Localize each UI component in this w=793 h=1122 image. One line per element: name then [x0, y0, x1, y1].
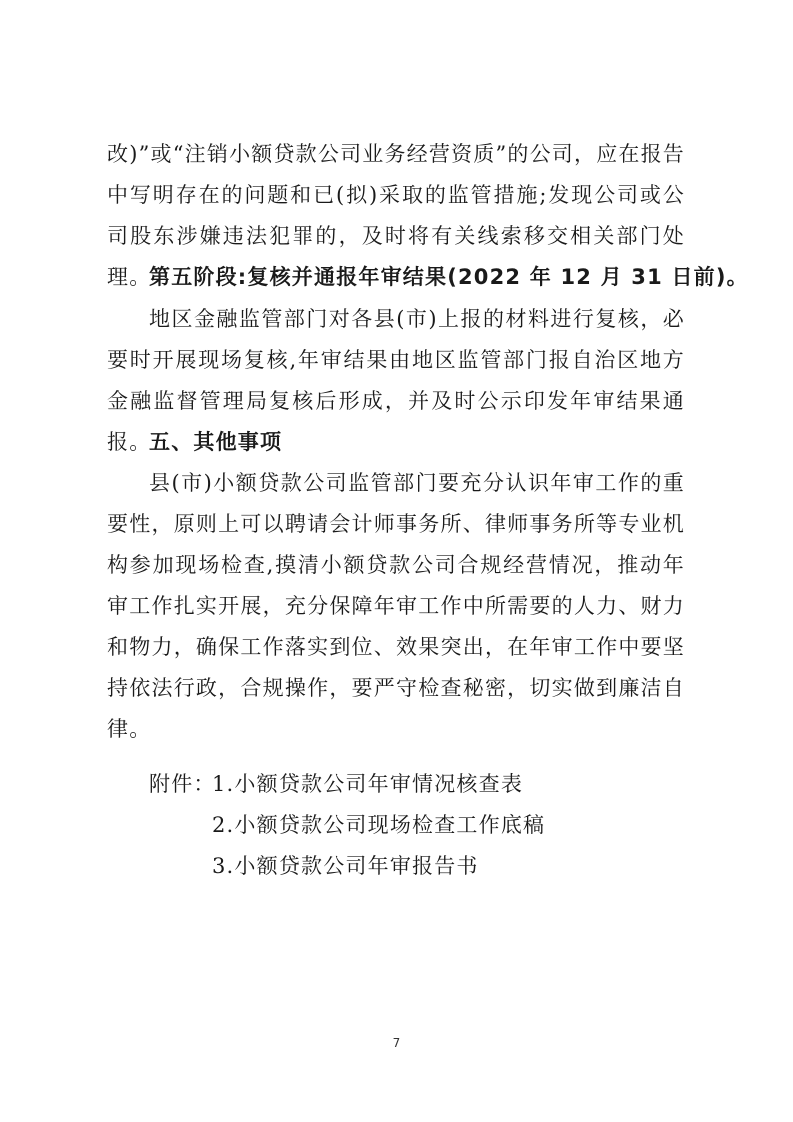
attachment-item: 1.小额贷款公司年审情况核查表: [212, 772, 524, 796]
paragraph-continuation: 改)”或“注销小额贷款公司业务经营资质”的公司，应在报告中写明存在的问题和已(拟)采取的监管措施;发现公司或公司股东涉嫌违法犯罪的，及时将有关线索移交相关部门处理。: [107, 142, 685, 289]
stage-five-heading: 第五阶段:复核并通报年审结果(2022 年 12 月 31 日前)。: [149, 265, 749, 289]
attachment-item: 2.小额贷款公司现场检查工作底稿: [212, 813, 546, 837]
attachments-label: 附件：: [149, 772, 216, 796]
paragraph-review: 地区金融监管部门对各县(市)上报的材料进行复核，必要时开展现场复核,年审结果由地区监管部门报自治区地方金融监督管理局复核后形成，并及时公示印发年审结果通报。: [107, 307, 685, 454]
page-number: 7: [392, 1036, 401, 1050]
attachment-item: 3.小额贷款公司年审报告书: [212, 854, 479, 878]
section-five-heading: 五、其他事项: [149, 430, 283, 454]
paragraph-other-matters: 县(市)小额贷款公司监管部门要充分认识年审工作的重要性，原则上可以聘请会计师事务所、律师事务所等专业机构参加现场检查,摸清小额贷款公司合规经营情况，推动年审工作扎实开展，充分保障年审工作中所需要的人力、财力和物力，确保工作落实到位、效果突出，在年审工作中要坚持依法行政，合规操作，要严守检查秘密，切实做到廉洁自律。: [107, 471, 685, 741]
